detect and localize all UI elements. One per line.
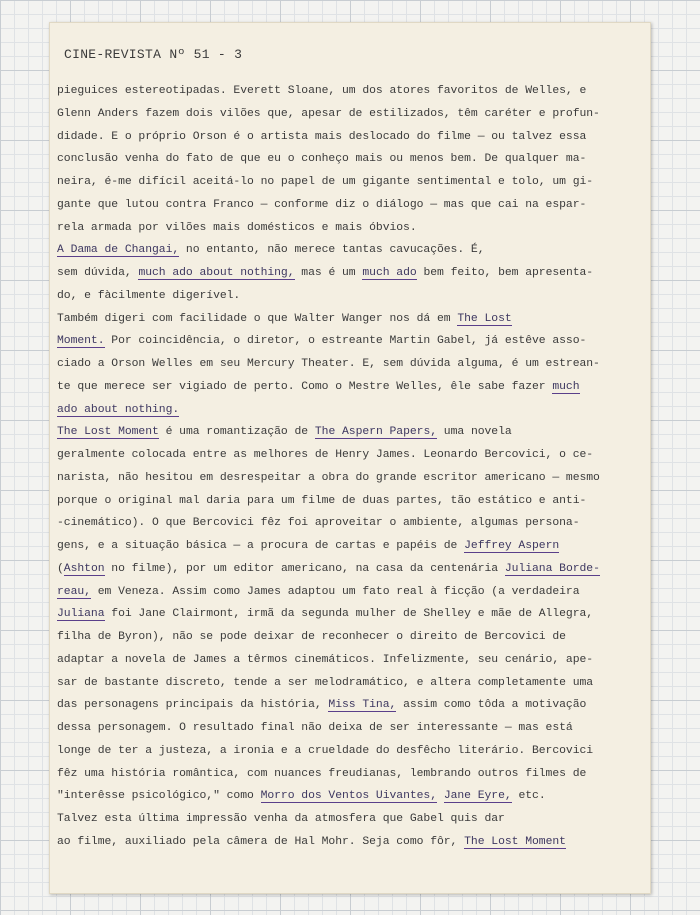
text-segment: ( bbox=[57, 562, 64, 575]
underlined-title: Morro dos Ventos Uivantes, bbox=[260, 790, 438, 803]
text-segment: adaptar a novela de James a têrmos cinemáticos. Infelizmente, seu cenário, ape- bbox=[57, 653, 594, 666]
text-segment: ao filme, auxiliado pela câmera de Hal Mohr. Seja como fôr, bbox=[57, 835, 465, 848]
text-segment: foi Jane Clairmont, irmã da segunda mulher de Shelley e mãe de Allegra, bbox=[104, 608, 594, 621]
text-line bbox=[57, 85, 586, 97]
underlined-title: much ado about nothing, bbox=[138, 267, 295, 279]
text-segment: etc. bbox=[511, 790, 546, 803]
text-segment: gante que lutou contra Franco — conforme diz o diálogo — mas que cai na espar- bbox=[57, 198, 587, 211]
text-segment: conclusão venha do fato de que eu o conheço mais ou menos bem. De qualquer ma- bbox=[57, 153, 587, 166]
text-line bbox=[57, 335, 586, 347]
text-line bbox=[57, 517, 579, 529]
text-line bbox=[57, 495, 586, 507]
text-line bbox=[57, 313, 512, 325]
underlined-title: much bbox=[552, 380, 580, 393]
text-line bbox=[57, 404, 179, 416]
text-segment: do, e fàcilmente digerível. bbox=[57, 289, 241, 302]
text-line bbox=[57, 836, 566, 848]
text-line bbox=[57, 768, 586, 780]
text-line bbox=[57, 153, 586, 165]
underlined-title: The Aspern Papers, bbox=[314, 426, 438, 439]
text-line bbox=[57, 290, 240, 302]
text-segment: te que merece ser vigiado de perto. Como o Mestre Welles, êle sabe fazer bbox=[57, 380, 553, 393]
text-line bbox=[57, 631, 566, 643]
text-segment: narista, não hesitou em desrespeitar a obra do grande escritor americano — mesmo bbox=[57, 471, 600, 484]
text-line bbox=[57, 745, 593, 757]
text-segment: longe de ter a justeza, a ironia e a crueldade do desfêcho literário. Bercovici bbox=[57, 744, 594, 757]
text-line bbox=[57, 586, 580, 598]
text-line bbox=[57, 108, 600, 120]
text-segment: fêz uma história romântica, com nuances freudianas, lembrando outros filmes de bbox=[57, 767, 587, 780]
text-segment: -cinemático). O que Bercovici fêz foi aproveitar o ambiente, algumas persona- bbox=[57, 517, 580, 530]
text-line bbox=[57, 722, 573, 734]
text-segment: Por coincidência, o diretor, o estreante Martin Gabel, já estêve asso- bbox=[104, 335, 587, 348]
text-segment: é uma romantização de bbox=[158, 426, 315, 439]
text-line bbox=[57, 563, 600, 575]
underlined-title: ado about nothing. bbox=[57, 403, 180, 416]
text-line bbox=[57, 654, 593, 666]
text-segment: das personagens principais da história, bbox=[57, 699, 329, 712]
text-segment: Também digeri com facilidade o que Walter Wanger nos dá em bbox=[57, 312, 458, 325]
typewritten-page bbox=[49, 22, 651, 894]
text-line bbox=[57, 699, 586, 711]
text-line bbox=[57, 540, 559, 552]
text-line bbox=[57, 222, 417, 234]
text-segment: uma novela bbox=[437, 426, 512, 439]
text-segment: sem dúvida, bbox=[57, 267, 139, 279]
text-segment: neira, é-me difícil aceitá-lo no papel de um gigante sentimental e tolo, um gi- bbox=[57, 176, 594, 188]
underlined-title: Juliana Borde- bbox=[504, 562, 600, 575]
text-line bbox=[57, 426, 512, 438]
text-segment: filha de Byron), não se pode deixar de reconhecer o direito de Bercovici de bbox=[57, 631, 566, 643]
underlined-title: The Lost Moment bbox=[57, 426, 159, 439]
text-line bbox=[57, 472, 600, 484]
underlined-title: Jane Eyre, bbox=[443, 790, 512, 803]
text-segment: bem feito, bem apresenta- bbox=[416, 267, 594, 279]
text-line bbox=[57, 449, 593, 461]
text-line bbox=[57, 176, 593, 188]
text-line bbox=[57, 131, 586, 143]
text-segment: em Veneza. Assim como James adaptou um fato real à ficção (a verdadeira bbox=[90, 585, 580, 598]
text-segment: gens, e a situação básica — a procura de cartas e papéis de bbox=[57, 540, 465, 552]
text-segment: no filme), por um editor americano, na casa da centenária bbox=[104, 562, 505, 575]
text-segment: mas é um bbox=[294, 267, 363, 279]
underlined-title: Miss Tina, bbox=[328, 699, 397, 712]
text-line bbox=[57, 381, 580, 393]
text-line bbox=[57, 244, 485, 256]
text-segment: ciado a Orson Welles em seu Mercury Theater. E, sem dúvida alguma, é um estrean- bbox=[57, 358, 600, 370]
text-segment: didade. E o próprio Orson é o artista mais deslocado do filme — ou talvez essa bbox=[57, 130, 587, 143]
text-segment bbox=[437, 790, 444, 802]
text-segment: rela armada por vilões mais domésticos e mais óbvios. bbox=[57, 221, 417, 234]
text-segment: Talvez esta última impressão venha da atmosfera que Gabel quis dar bbox=[57, 813, 505, 825]
text-line bbox=[57, 267, 593, 279]
text-line bbox=[57, 813, 505, 825]
text-segment: no entanto, não merece tantas cavucações. É, bbox=[179, 244, 485, 257]
text-line bbox=[57, 790, 546, 802]
text-line bbox=[57, 677, 593, 689]
underlined-title: Ashton bbox=[63, 562, 105, 575]
text-segment: dessa personagem. O resultado final não deixa de ser interessante — mas está bbox=[57, 722, 573, 734]
underlined-title: A Dama de Changai, bbox=[57, 244, 180, 257]
text-line bbox=[57, 358, 600, 370]
text-segment: "interêsse psicológico," como bbox=[57, 790, 261, 803]
text-line bbox=[57, 608, 593, 620]
text-segment: porque o original mal daria para um filme de duas partes, tão estático e anti- bbox=[57, 494, 587, 507]
text-line bbox=[57, 199, 586, 211]
text-segment: pieguices estereotipadas. Everett Sloane, um dos atores favoritos de Welles, e bbox=[57, 85, 587, 97]
page-header: CINE-REVISTA Nº 51 - 3 bbox=[64, 47, 243, 62]
text-segment: geralmente colocada entre as melhores de Henry James. Leonardo Bercovici, o ce- bbox=[57, 449, 594, 461]
underlined-title: Jeffrey Aspern bbox=[464, 540, 560, 552]
underlined-title: The Lost Moment bbox=[464, 835, 566, 848]
underlined-title: reau, bbox=[57, 585, 91, 598]
text-segment: sar de bastante discreto, tende a ser melodramático, e altera completamente uma bbox=[57, 676, 594, 689]
text-segment: Glenn Anders fazem dois vilões que, apesar de estilizados, têm caréter e profun- bbox=[57, 107, 600, 120]
text-segment: assim como tôda a motivação bbox=[396, 699, 587, 712]
underlined-title: Moment. bbox=[57, 335, 105, 348]
underlined-title: much ado bbox=[362, 267, 417, 279]
underlined-title: Juliana bbox=[57, 608, 105, 621]
underlined-title: The Lost bbox=[457, 312, 512, 325]
